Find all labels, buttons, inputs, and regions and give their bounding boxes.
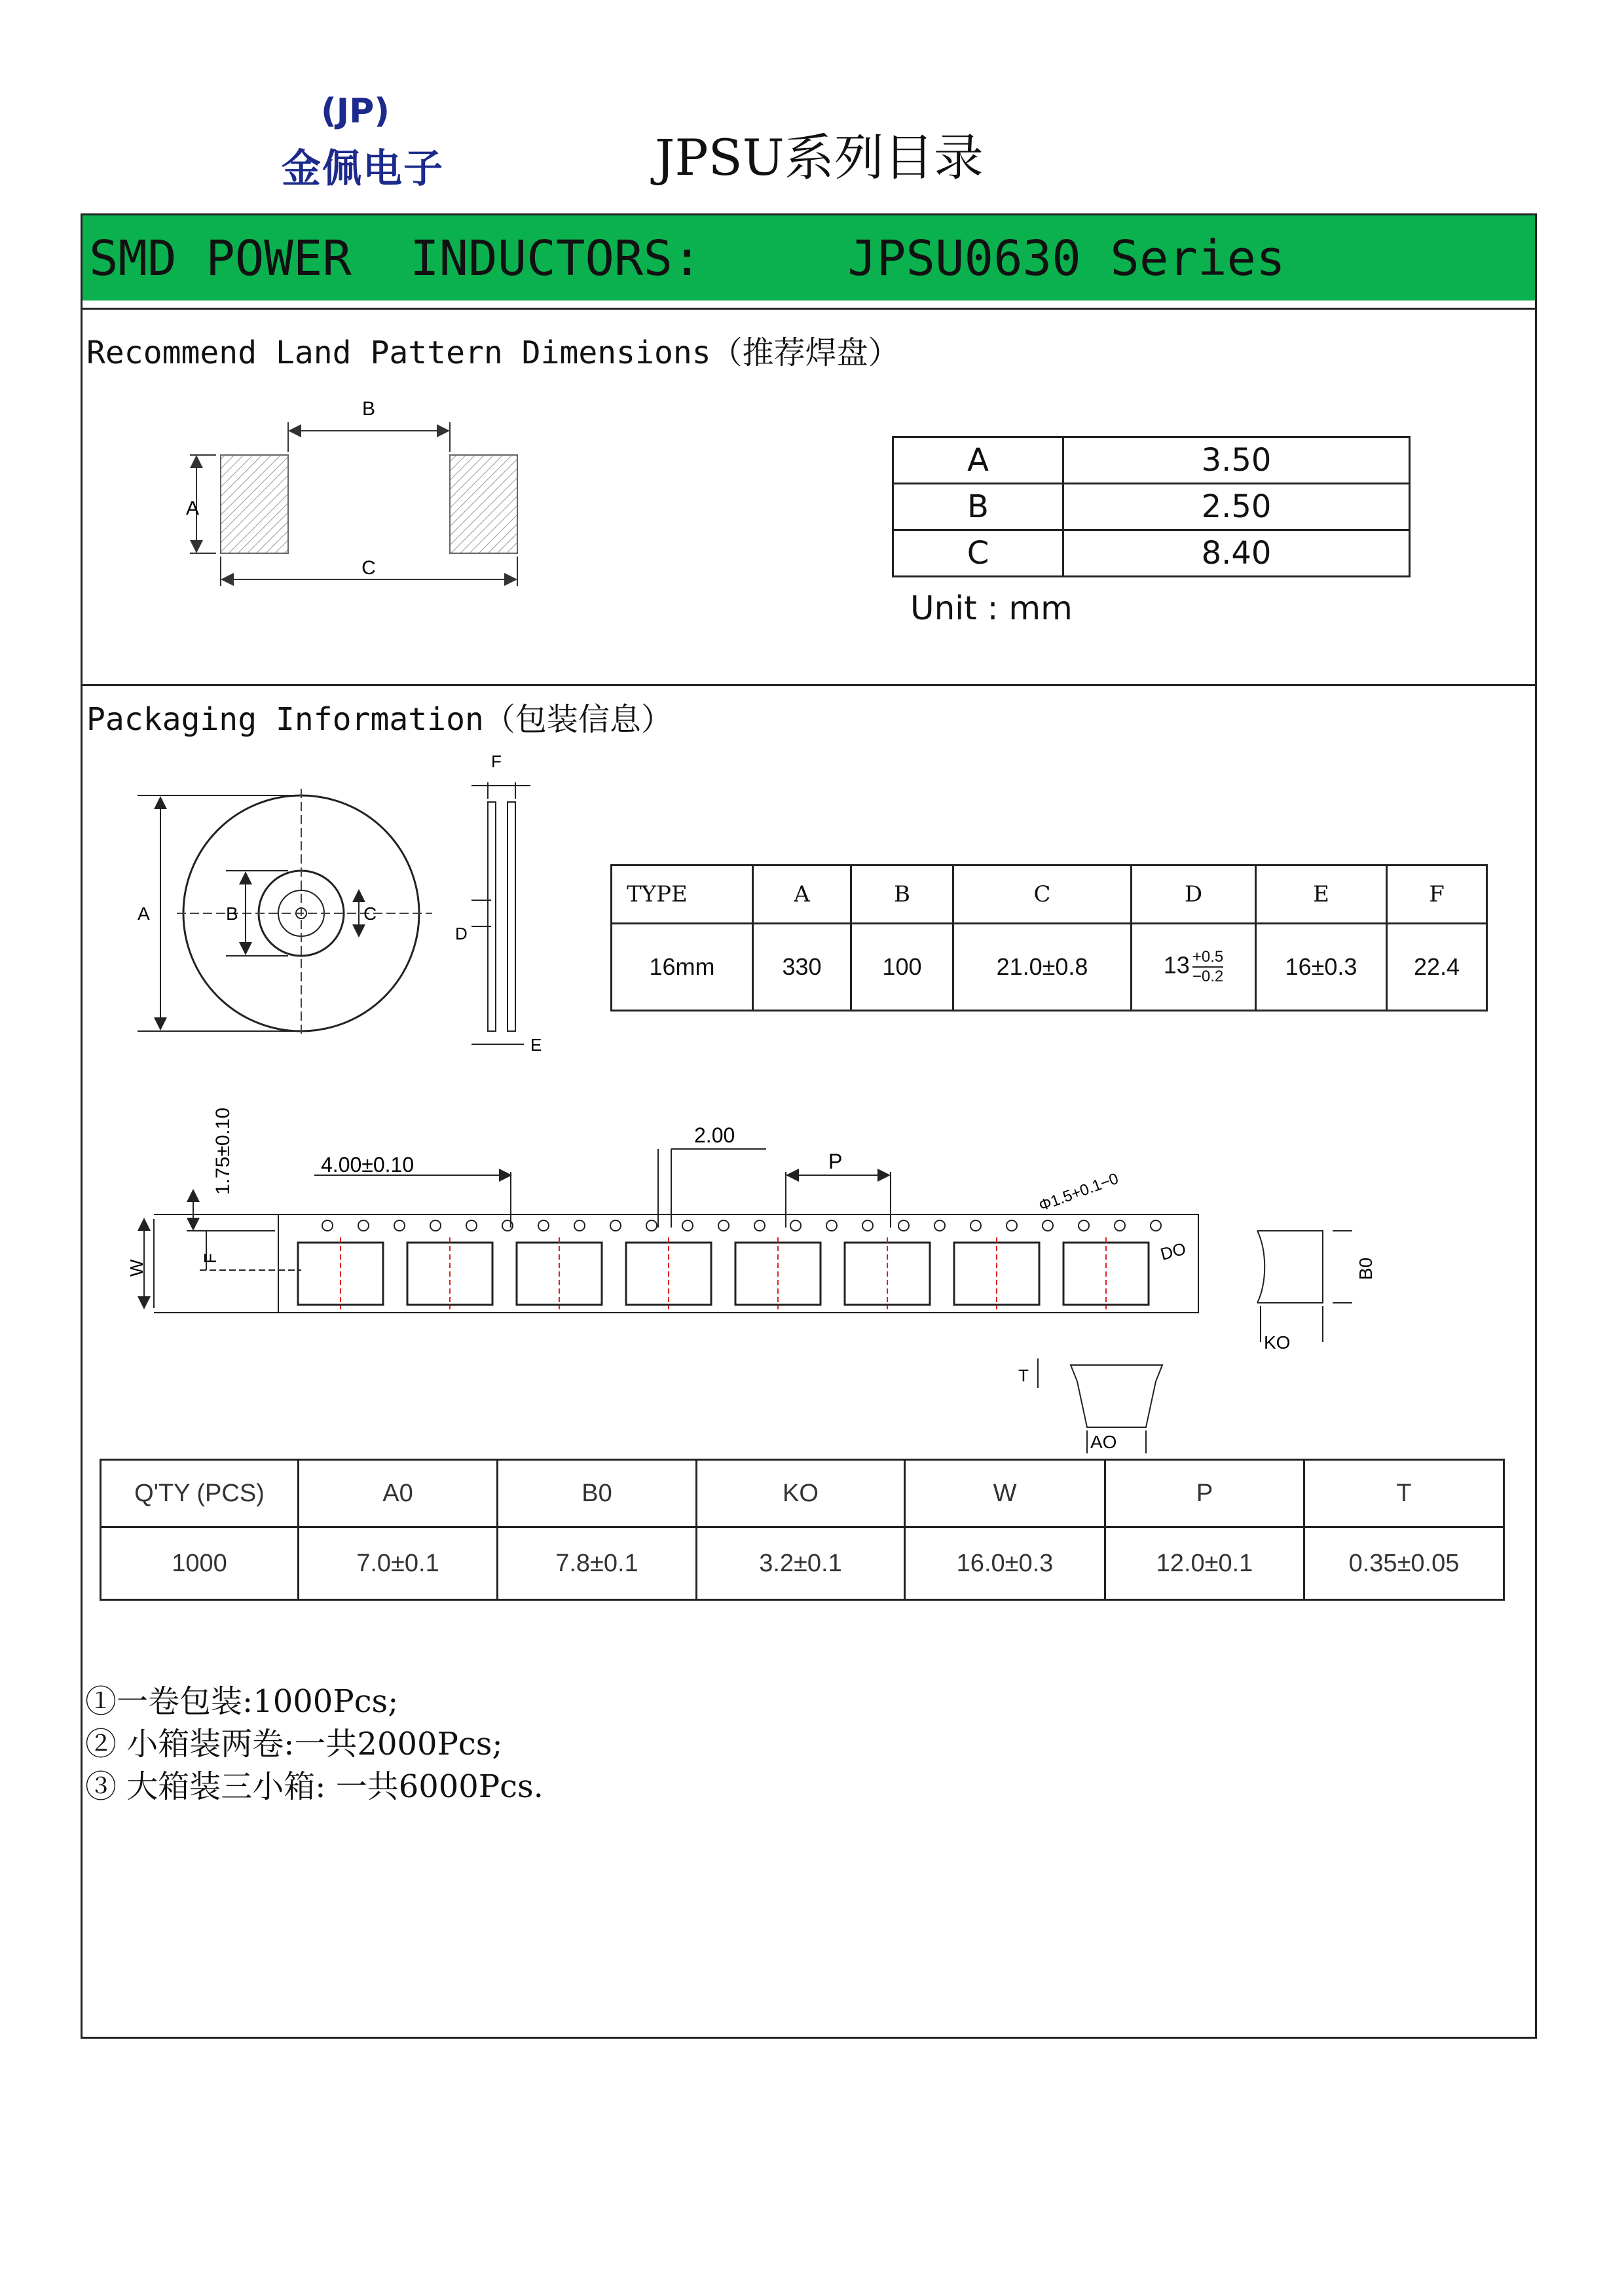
pocket-centerlines — [341, 1237, 1106, 1309]
reel-value-f: 22.4 — [1387, 924, 1487, 1011]
land-pattern-diagram — [164, 386, 570, 596]
table-row — [612, 866, 1487, 924]
qty-header-qty: Q'TY (PCS) — [101, 1460, 299, 1527]
tape-hole-dia-label: Φ1.5+0.1−0 — [1036, 1169, 1121, 1215]
reel-value-e: 16±0.3 — [1256, 924, 1387, 1011]
reel-b-label: B — [226, 903, 238, 924]
table-row — [612, 924, 1487, 1011]
left-pad — [221, 455, 288, 553]
qty-value-ko: 3.2±0.1 — [697, 1527, 905, 1600]
reel-value-d: 13 — [1163, 951, 1190, 979]
tape-ko-label: KO — [1264, 1332, 1291, 1353]
reel-table — [610, 864, 1488, 1011]
reel-header-d: D — [1132, 866, 1256, 924]
tape-pitch-label: 4.00±0.10 — [321, 1153, 415, 1176]
qty-header-w: W — [905, 1460, 1105, 1527]
reel-d-tol-plus: +0.5 — [1192, 948, 1223, 968]
note-2: ② 小箱装两卷:一共2000Pcs; — [85, 1726, 503, 1762]
qty-header-t: T — [1304, 1460, 1504, 1527]
dim-c-label: C — [361, 557, 376, 579]
tape-gap-label: 2.00 — [694, 1123, 735, 1147]
logo-jp: (JP) — [321, 92, 390, 131]
quantity-table — [100, 1459, 1505, 1601]
qty-value-a0: 7.0±0.1 — [299, 1527, 498, 1600]
reel-header-e: E — [1256, 866, 1387, 924]
reel-header-c: C — [953, 866, 1132, 924]
note-1: ①一卷包装:1000Pcs; — [85, 1683, 399, 1720]
table-row — [101, 1460, 1504, 1527]
dim-a-label: A — [185, 498, 200, 519]
qty-value-w: 16.0±0.3 — [905, 1527, 1105, 1600]
tape-do-label: DO — [1158, 1238, 1189, 1264]
section-divider — [83, 684, 1535, 686]
reel-header-a: A — [753, 866, 851, 924]
tape-w-label: W — [126, 1259, 147, 1277]
land-label-c: C — [893, 530, 1063, 577]
reel-header-b: B — [851, 866, 953, 924]
note-3: ③ 大箱装三小箱: 一共6000Pcs. — [85, 1768, 544, 1805]
qty-value-b0: 7.8±0.1 — [498, 1527, 697, 1600]
tape-a0-label: AO — [1090, 1432, 1117, 1452]
reel-d-tol-minus: −0.2 — [1192, 968, 1224, 985]
tape-edge-label: 1.75±0.10 — [212, 1107, 234, 1195]
land-value-a: 3.50 — [1063, 437, 1410, 484]
page-title: JPSU系列目录 — [655, 128, 984, 187]
reel-f-label: F — [491, 752, 502, 771]
land-value-b: 2.50 — [1063, 484, 1410, 530]
qty-value-t: 0.35±0.05 — [1304, 1527, 1504, 1600]
right-pad — [450, 455, 517, 553]
reel-d-label: D — [455, 924, 468, 943]
tape-t-label: T — [1018, 1366, 1029, 1385]
dim-b-label: B — [361, 398, 376, 420]
qty-header-a0: A0 — [299, 1460, 498, 1527]
qty-header-ko: KO — [697, 1460, 905, 1527]
sprocket-holes — [322, 1220, 1161, 1231]
land-value-c: 8.40 — [1063, 530, 1410, 577]
reel-value-a: 330 — [753, 924, 851, 1011]
qty-value-p: 12.0±0.1 — [1105, 1527, 1304, 1600]
reel-e-label: E — [530, 1035, 542, 1055]
tape-p-label: P — [828, 1150, 843, 1173]
reel-a-label: A — [138, 903, 150, 924]
reel-value-c: 21.0±0.8 — [953, 924, 1132, 1011]
table-row — [893, 437, 1410, 484]
reel-header-f: F — [1387, 866, 1487, 924]
reel-header-type: TYPE — [612, 866, 753, 924]
land-label-a: A — [893, 437, 1063, 484]
tape-b0-label: B0 — [1356, 1257, 1376, 1280]
logo-company-name: 金佩电子 — [282, 146, 444, 192]
tape-pockets — [298, 1243, 1149, 1305]
series-banner-text: SMD POWER INDUCTORS: JPSU0630 Series — [89, 230, 1285, 287]
land-label-b: B — [893, 484, 1063, 530]
reel-value-type: 16mm — [612, 924, 753, 1011]
qty-value-qty: 1000 — [101, 1527, 299, 1600]
qty-header-b0: B0 — [498, 1460, 697, 1527]
banner-divider — [83, 308, 1535, 310]
table-row — [101, 1527, 1504, 1600]
land-pattern-table — [892, 436, 1411, 577]
packaging-title: Packaging Information（包装信息） — [86, 701, 673, 738]
reel-c-label: C — [363, 903, 377, 924]
table-row — [893, 530, 1410, 577]
reel-d-tolerance — [1192, 948, 1223, 986]
land-pattern-title: Recommend Land Pattern Dimensions（推荐焊盘） — [86, 335, 900, 371]
tape-diagram — [124, 1080, 1414, 1453]
qty-header-p: P — [1105, 1460, 1304, 1527]
reel-value-b: 100 — [851, 924, 953, 1011]
reel-value-d-cell — [1132, 924, 1256, 1011]
table-row — [893, 484, 1410, 530]
reel-diagram — [124, 740, 583, 1061]
unit-label: Unit : mm — [910, 589, 1073, 627]
tape-f-label: F — [200, 1253, 220, 1264]
